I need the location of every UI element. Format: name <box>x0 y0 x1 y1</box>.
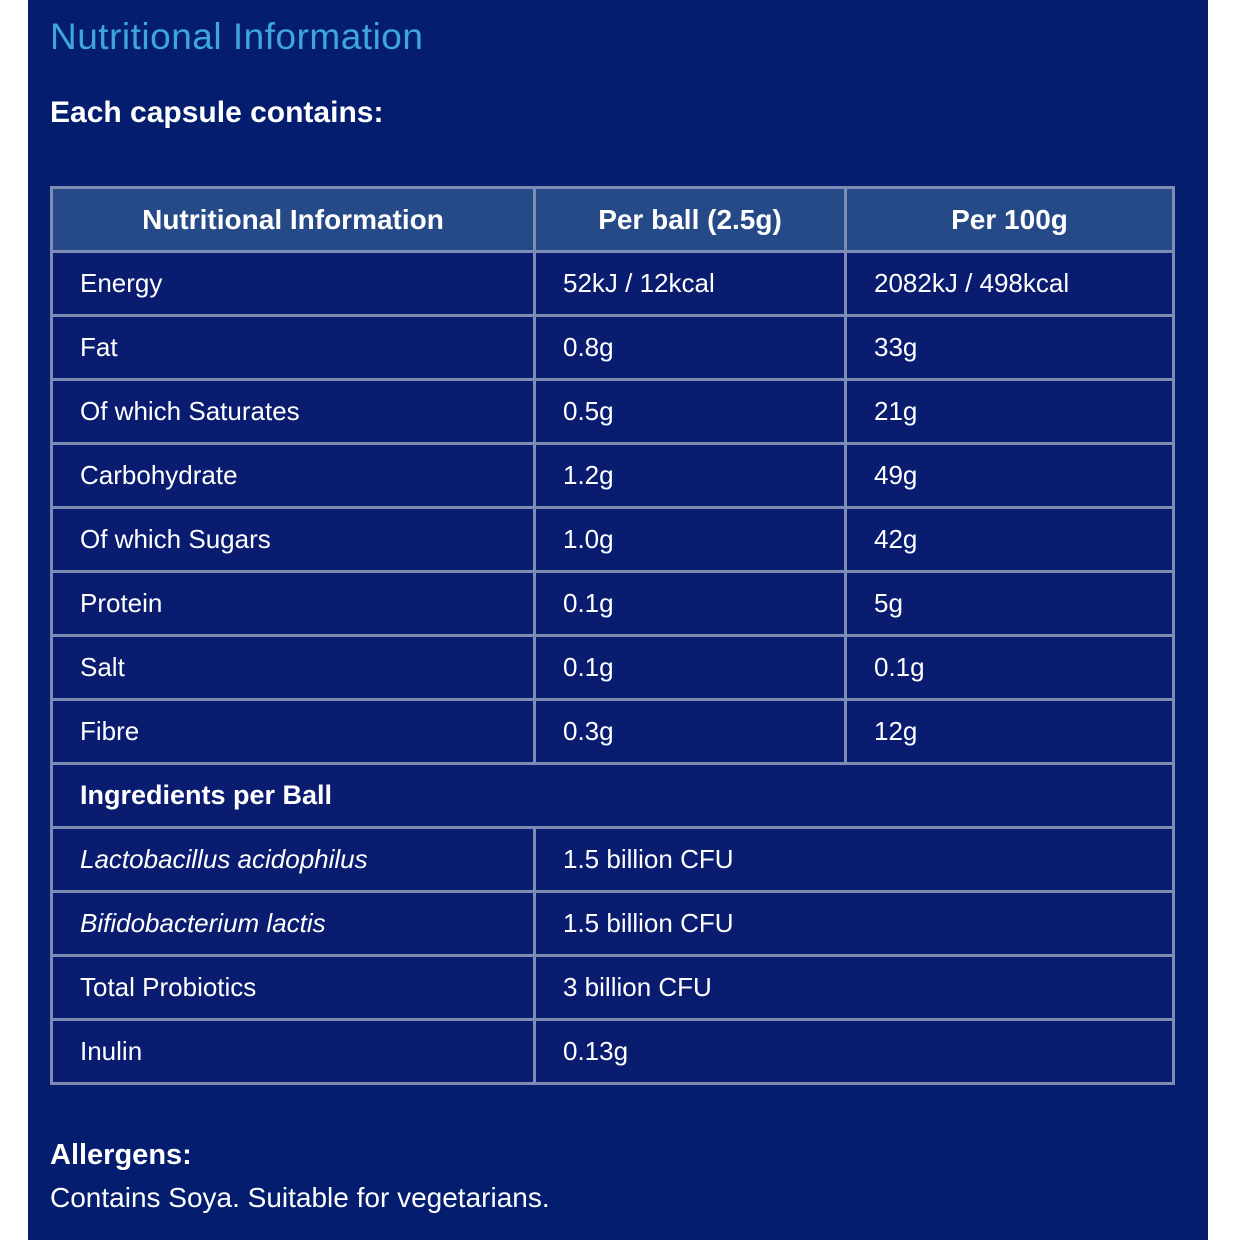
col-header-nutritional-information: Nutritional Information <box>52 188 535 252</box>
row-per-100g-value: 49g <box>846 444 1174 508</box>
row-per-100g-value: 12g <box>846 700 1174 764</box>
ingredient-value: 0.13g <box>535 1020 1174 1084</box>
table-row-fat <box>52 316 1174 380</box>
allergens-text: Contains Soya. Suitable for vegetarians. <box>50 1182 550 1213</box>
row-per-100g-value: 42g <box>846 508 1174 572</box>
nutrition-table <box>50 186 1175 1085</box>
row-label: Of which Sugars <box>52 508 535 572</box>
table-row-sugars <box>52 508 1174 572</box>
row-per-ball-value: 1.0g <box>535 508 846 572</box>
row-per-ball-value: 0.5g <box>535 380 846 444</box>
row-label: Protein <box>52 572 535 636</box>
row-per-ball-value: 1.2g <box>535 444 846 508</box>
ingredient-value: 3 billion CFU <box>535 956 1174 1020</box>
row-per-ball-value: 0.1g <box>535 636 846 700</box>
ingredients-section-header-row <box>52 764 1174 828</box>
row-label: Carbohydrate <box>52 444 535 508</box>
row-per-100g-value: 5g <box>846 572 1174 636</box>
ingredient-label: Inulin <box>52 1020 535 1084</box>
col-header-per-100g: Per 100g <box>846 188 1174 252</box>
row-label: Energy <box>52 252 535 316</box>
table-row-energy <box>52 252 1174 316</box>
row-label: Salt <box>52 636 535 700</box>
ingredient-label: Bifidobacterium lactis <box>52 892 535 956</box>
ingredient-value: 1.5 billion CFU <box>535 828 1174 892</box>
row-per-ball-value: 0.3g <box>535 700 846 764</box>
table-row-saturates <box>52 380 1174 444</box>
table-row-total-probiotics <box>52 956 1174 1020</box>
col-header-per-ball: Per ball (2.5g) <box>535 188 846 252</box>
ingredients-section-title: Ingredients per Ball <box>52 764 1174 828</box>
table-header-row <box>52 188 1174 252</box>
row-per-100g-value: 33g <box>846 316 1174 380</box>
table-row-inulin <box>52 1020 1174 1084</box>
row-label: Fibre <box>52 700 535 764</box>
table-row-carbohydrate <box>52 444 1174 508</box>
table-row-bifidobacterium <box>52 892 1174 956</box>
row-per-ball-value: 0.1g <box>535 572 846 636</box>
ingredient-label: Total Probiotics <box>52 956 535 1020</box>
table-row-protein <box>52 572 1174 636</box>
page-title: Nutritional Information <box>50 16 424 57</box>
row-per-100g-value: 21g <box>846 380 1174 444</box>
allergens-block <box>50 1139 1186 1214</box>
row-per-ball-value: 0.8g <box>535 316 846 380</box>
row-per-100g-value: 2082kJ / 498kcal <box>846 252 1174 316</box>
row-per-ball-value: 52kJ / 12kcal <box>535 252 846 316</box>
row-label: Of which Saturates <box>52 380 535 444</box>
row-per-100g-value: 0.1g <box>846 636 1174 700</box>
table-row-salt <box>52 636 1174 700</box>
table-row-fibre <box>52 700 1174 764</box>
label-panel <box>28 0 1208 1240</box>
allergens-title: Allergens: <box>50 1139 192 1171</box>
ingredient-label: Lactobacillus acidophilus <box>52 828 535 892</box>
row-label: Fat <box>52 316 535 380</box>
ingredient-value: 1.5 billion CFU <box>535 892 1174 956</box>
table-row-lactobacillus <box>52 828 1174 892</box>
subtitle: Each capsule contains: <box>50 96 384 129</box>
